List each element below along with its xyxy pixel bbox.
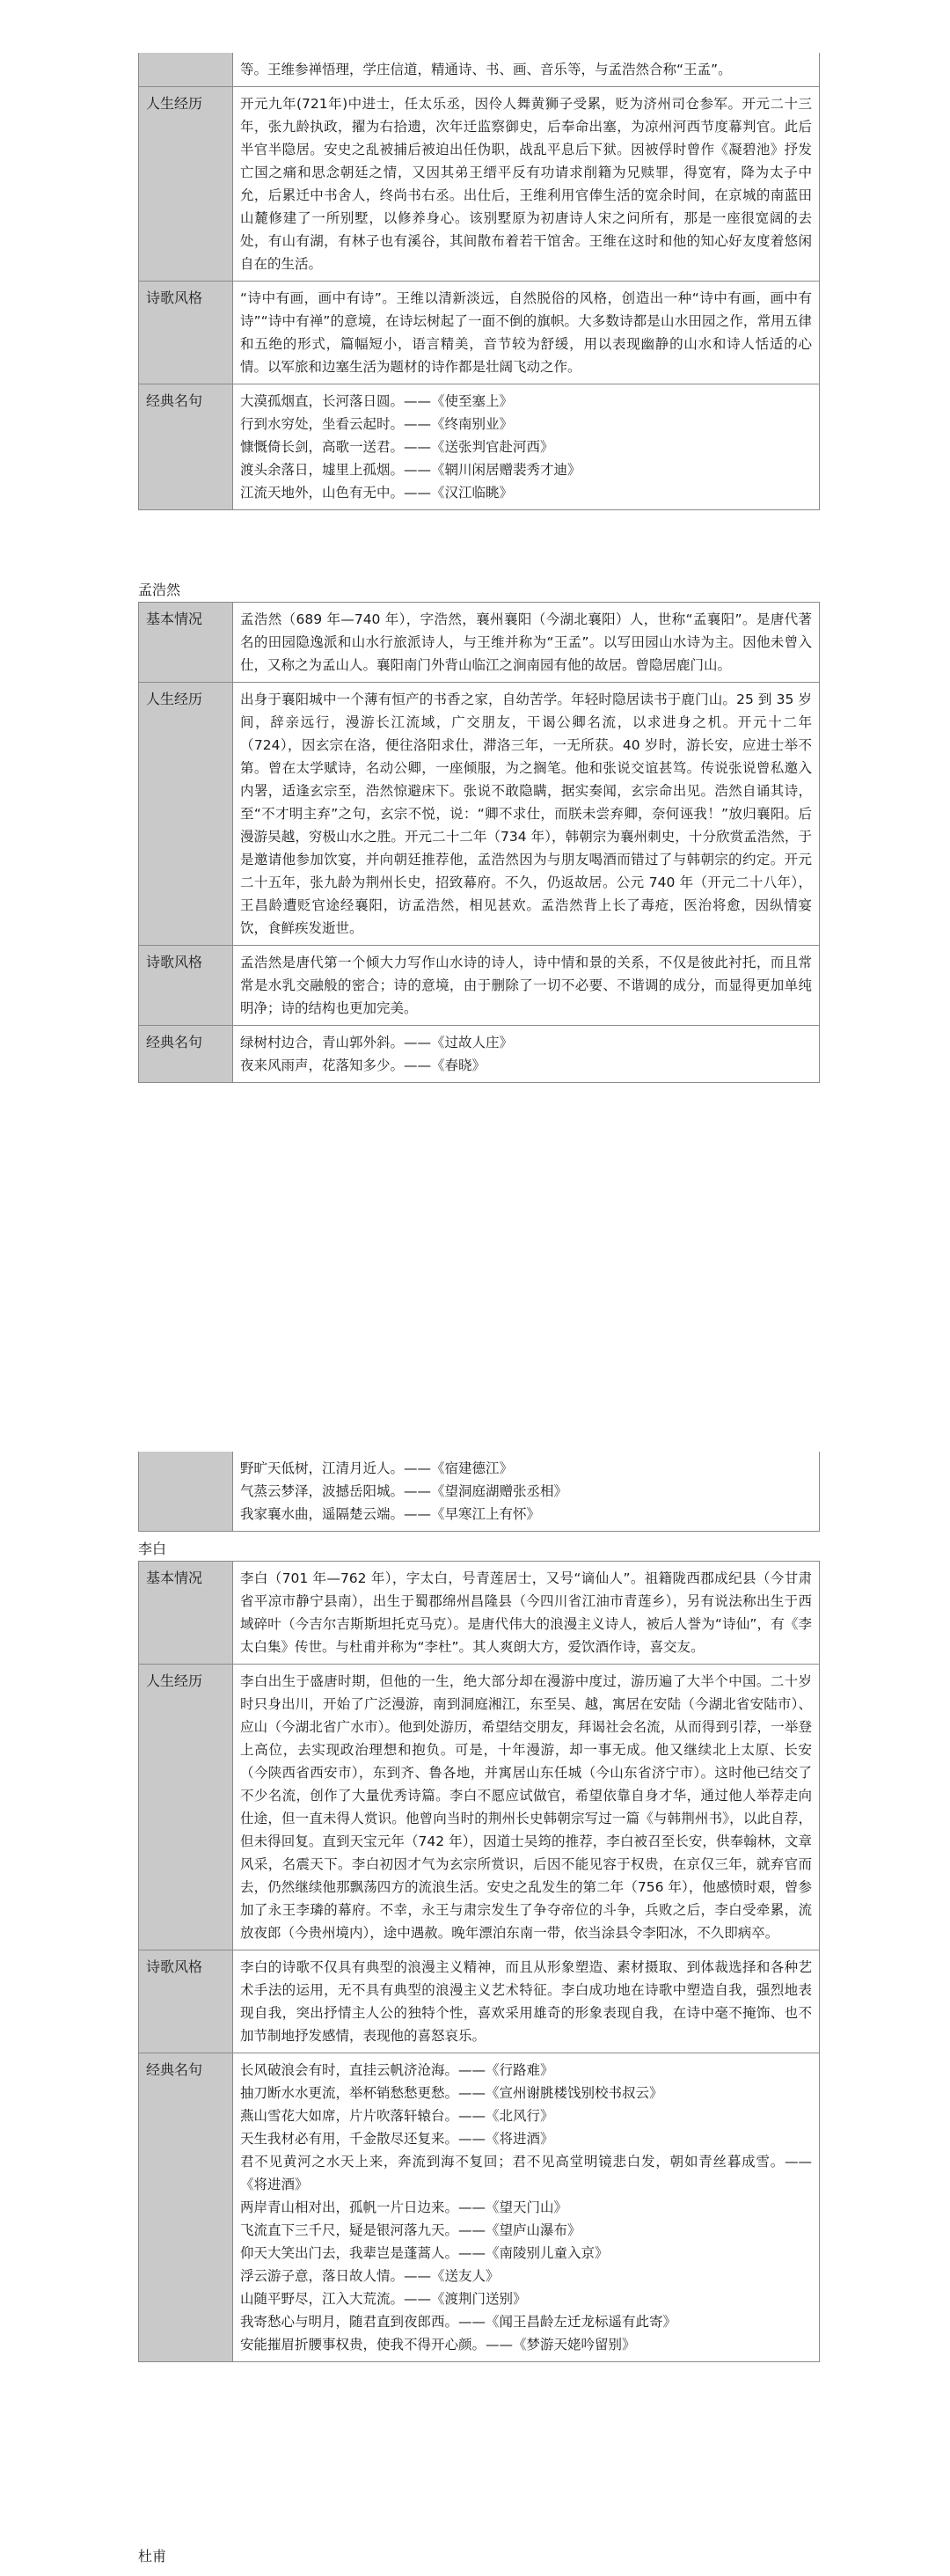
menghaoran-table-continued: [138, 1452, 820, 1532]
basic-text: 李白（701 年—762 年），字太白，号青莲居士，又号“谪仙人”。祖籍陇西郡成纪县（今甘肃省平凉市静宁县南），出生于蜀郡绵州昌隆县（今四川省江油市青莲乡），另有说法称出生于西域碎叶（今吉尔吉斯斯坦托克马克）。是唐代伟大的浪漫主义诗人，被后人誉为“诗仙”，有《李太白集》传世。与杜甫并称为“李杜”。其人爽朗大方，爱饮酒作诗，喜交友。: [233, 1562, 820, 1665]
row-label-life: 人生经历: [139, 1665, 233, 1950]
style-text: 李白的诗歌不仅具有典型的浪漫主义精神，而且从形象塑造、素材摄取、到体裁选择和各种艺术手法的运用，无不具有典型的浪漫主义艺术特征。李白成功地在诗歌中塑造自我，强烈地表现自我，突出抒情主人公的独特个性，喜欢采用雄奇的形象表现自我，在诗中毫不掩饰、也不加节制地抒发感情，表现他的喜怒哀乐。: [233, 1950, 820, 2053]
famous-line: 我家襄水曲，遥隔楚云端。——《早寒江上有怀》: [240, 1506, 541, 1522]
famous-lines: [233, 1026, 820, 1083]
table-row: [139, 1665, 820, 1950]
famous-line: 君不见黄河之水天上来，奔流到海不复回；君不见高堂明镜悲白发，朝如青丝暮成雪。——《将进酒》: [240, 2154, 812, 2192]
table-row: [139, 683, 820, 946]
life-text: 出身于襄阳城中一个薄有恒产的书香之家，自幼苦学。年轻时隐居读书于鹿门山。25 到 35 岁间，辞亲远行，漫游长江流域，广交朋友，干谒公卿名流，以求进身之机。开元十二年（724），因玄宗在洛，便往洛阳求仕，滞洛三年，一无所获。40 岁时，游长安，应进士举不第。曾在太学赋诗，名动公卿，一座倾服，为之搁笔。他和张说交谊甚笃。传说张说曾私邀入内署，适逢玄宗至，浩然惊避床下。张说不敢隐瞒，据实奏闻，玄宗命出见。浩然自诵其诗，至“不才明主弃”之句，玄宗不悦，说：“卿不求仕，而朕未尝弃卿，奈何诬我！”放归襄阳。后漫游吴越，穷极山水之胜。开元二十二年（734 年），韩朝宗为襄州刺史，十分欣赏孟浩然，于是邀请他参加饮宴，并向朝廷推荐他，孟浩然因为与朋友喝酒而错过了与韩朝宗的约定。开元二十五年，张九龄为荆州长史，招致幕府。不久，仍返故居。公元 740 年（开元二十八年），王昌龄遭贬官途经襄阳，访孟浩然，相见甚欢。孟浩然背上长了毒疮，医治将愈，因纵情宴饮，食鲜疾发逝世。: [233, 683, 820, 946]
poet-name-heading: 李白: [138, 1540, 167, 1557]
table-row: [139, 1562, 820, 1665]
life-text: 李白出生于盛唐时期，但他的一生，绝大部分却在漫游中度过，游历遍了大半个中国。二十岁时只身出川，开始了广泛漫游，南到洞庭湘江，东至吴、越，寓居在安陆（今湖北省安陆市）、应山（今湖北省广水市）。他到处游历，希望结交朋友，拜谒社会名流，从而得到引荐，一举登上高位，去实现政治理想和抱负。可是，十年漫游，却一事无成。他又继续北上太原、长安（今陕西省西安市），东到齐、鲁各地，并寓居山东任城（今山东省济宁市）。这时他已结交了不少名流，创作了大量优秀诗篇。李白不愿应试做官，希望依靠自身才华，通过他人举荐走向仕途，但一直未得人赏识。他曾向当时的荆州长史韩朝宗写过一篇《与韩荆州书》，以此自荐，但未得回复。直到天宝元年（742 年），因道士吴筠的推荐，李白被召至长安，供奉翰林，文章风采，名震天下。李白初因才气为玄宗所赏识，后因不能见容于权贵，在京仅三年，就弃官而去，仍然继续他那飘荡四方的流浪生活。安史之乱发生的第二年（756 年），他感愤时艰，曾参加了永王李璘的幕府。不幸，永王与肃宗发生了争夺帝位的斗争，兵败之后，李白受牵累，流放夜郎（今贵州境内），途中遇赦。晚年漂泊东南一带，依当涂县令李阳冰，不久即病卒。: [233, 1665, 820, 1950]
famous-line: 行到水穷处，坐看云起时。——《终南别业》: [240, 416, 514, 432]
famous-line: 山随平野尽，江入大荒流。——《渡荆门送别》: [240, 2291, 527, 2307]
famous-line: 绿树村边合，青山郭外斜。——《过故人庄》: [240, 1035, 514, 1050]
row-label-style: 诗歌风格: [139, 946, 233, 1026]
wangwei-table-continued: [138, 53, 820, 510]
table-row: [139, 2053, 820, 2362]
document-page-1: [0, 0, 950, 1258]
document-page-2: [0, 1408, 950, 2576]
table-row: [139, 282, 820, 384]
famous-line: 抽刀断水水更流，举杯销愁愁更愁。——《宣州谢朓楼饯别校书叔云》: [240, 2085, 663, 2101]
famous-line: 慷慨倚长剑，高歌一送君。——《送张判官赴河西》: [240, 439, 554, 455]
row-label-life: 人生经历: [139, 683, 233, 946]
menghaoran-table: [138, 602, 820, 1083]
table-row: [139, 603, 820, 683]
famous-line: 长风破浪会有时，直挂云帆济沧海。——《行路难》: [240, 2062, 554, 2078]
famous-line: 大漠孤烟直，长河落日圆。——《使至塞上》: [240, 393, 514, 409]
row-label-life: 人生经历: [139, 87, 233, 282]
famous-line: 两岸青山相对出，孤帆一片日边来。——《望天门山》: [240, 2199, 568, 2215]
intro-tail-text: 等。王维参禅悟理，学庄信道，精通诗、书、画、音乐等，与孟浩然合称“王孟”。: [233, 53, 820, 87]
table-row: [139, 87, 820, 282]
famous-line: 浮云游子意，落日故人情。——《送友人》: [240, 2268, 500, 2284]
table-row: [139, 946, 820, 1026]
style-text: 孟浩然是唐代第一个倾大力写作山水诗的诗人，诗中情和景的关系，不仅是彼此衬托，而且常常是水乳交融般的密合；诗的意境，由于删除了一切不必要、不谐调的成分，而显得更加单纯明净；诗的结构也更加完美。: [233, 946, 820, 1026]
basic-text: 孟浩然（689 年—740 年），字浩然，襄州襄阳（今湖北襄阳）人，世称“孟襄阳”。是唐代著名的田园隐逸派和山水行旅派诗人，与王维并称为“王孟”。以写田园山水诗为主。因他未曾入仕，又称之为孟山人。襄阳南门外背山临江之涧南园有他的故居。曾隐居鹿门山。: [233, 603, 820, 683]
row-label-famous: 经典名句: [139, 2053, 233, 2362]
poet-name-heading: 孟浩然: [138, 582, 181, 598]
famous-line: 渡头余落日，墟里上孤烟。——《辋川闲居赠裴秀才迪》: [240, 462, 581, 478]
row-label-famous: 经典名句: [139, 1026, 233, 1083]
next-poet-heading: 杜甫: [138, 2548, 167, 2565]
famous-lines: [233, 1452, 820, 1532]
table-row: [139, 53, 820, 87]
libai-table: [138, 1561, 820, 2362]
row-label-basic: 基本情况: [139, 603, 233, 683]
row-label-style: 诗歌风格: [139, 282, 233, 384]
famous-line: 我寄愁心与明月，随君直到夜郎西。——《闻王昌龄左迁龙标遥有此寄》: [240, 2314, 677, 2330]
life-text: 开元九年(721年)中进士，任太乐丞，因伶人舞黄狮子受累，贬为济州司仓参军。开元二十三年，张九龄执政，擢为右拾遗，次年迁监察御史，后奉命出塞，为凉州河西节度幕判官。此后半官半隐居。安史之乱被捕后被迫出任伪职，战乱平息后下狱。因被俘时曾作《凝碧池》抒发亡国之痛和思念朝廷之情，又因其弟王缙平反有功请求削籍为兄赎罪，得宽宥，降为太子中允，后累迁中书舍人，终尚书右丞。出仕后，王维利用官俸生活的宽余时间，在京城的南蓝田山麓修建了一所别墅，以修养身心。该别墅原为初唐诗人宋之问所有，那是一座很宽阔的去处，有山有湖，有林子也有溪谷，其间散布着若干馆舍。王维在这时和他的知心好友度着悠闲自在的生活。: [233, 87, 820, 282]
famous-line: 夜来风雨声，花落知多少。——《春晓》: [240, 1057, 486, 1073]
table-row: [139, 1452, 820, 1532]
famous-line: 江流天地外，山色有无中。——《汉江临眺》: [240, 485, 514, 501]
famous-line: 气蒸云梦泽，波撼岳阳城。——《望洞庭湖赠张丞相》: [240, 1483, 568, 1499]
famous-lines: [233, 384, 820, 510]
famous-line: 仰天大笑出门去，我辈岂是蓬蒿人。——《南陵别儿童入京》: [240, 2245, 609, 2261]
row-label-style: 诗歌风格: [139, 1950, 233, 2053]
table-row: [139, 384, 820, 510]
famous-line: 野旷天低树，江清月近人。——《宿建德江》: [240, 1460, 514, 1476]
row-label-famous: 经典名句: [139, 384, 233, 510]
table-row: [139, 1950, 820, 2053]
empty-label-cell: [139, 53, 233, 87]
famous-line: 燕山雪花大如席，片片吹落轩辕台。——《北风行》: [240, 2108, 554, 2124]
empty-label-cell: [139, 1452, 233, 1532]
famous-lines: [233, 2053, 820, 2362]
famous-line: 飞流直下三千尺，疑是银河落九天。——《望庐山瀑布》: [240, 2222, 581, 2238]
famous-line: 天生我材必有用，千金散尽还复来。——《将进酒》: [240, 2131, 554, 2147]
style-text: “诗中有画，画中有诗”。王维以清新淡远，自然脱俗的风格，创造出一种“诗中有画，画中有诗”“诗中有禅”的意境，在诗坛树起了一面不倒的旗帜。大多数诗都是山水田园之作，常用五律和五绝的形式，篇幅短小，语言精美，音节较为舒缓，用以表现幽静的山水和诗人恬适的心情。以军旅和边塞生活为题材的诗作都是壮阔飞动之作。: [233, 282, 820, 384]
row-label-basic: 基本情况: [139, 1562, 233, 1665]
table-row: [139, 1026, 820, 1083]
famous-line: 安能摧眉折腰事权贵，使我不得开心颜。——《梦游天姥吟留别》: [240, 2337, 636, 2353]
